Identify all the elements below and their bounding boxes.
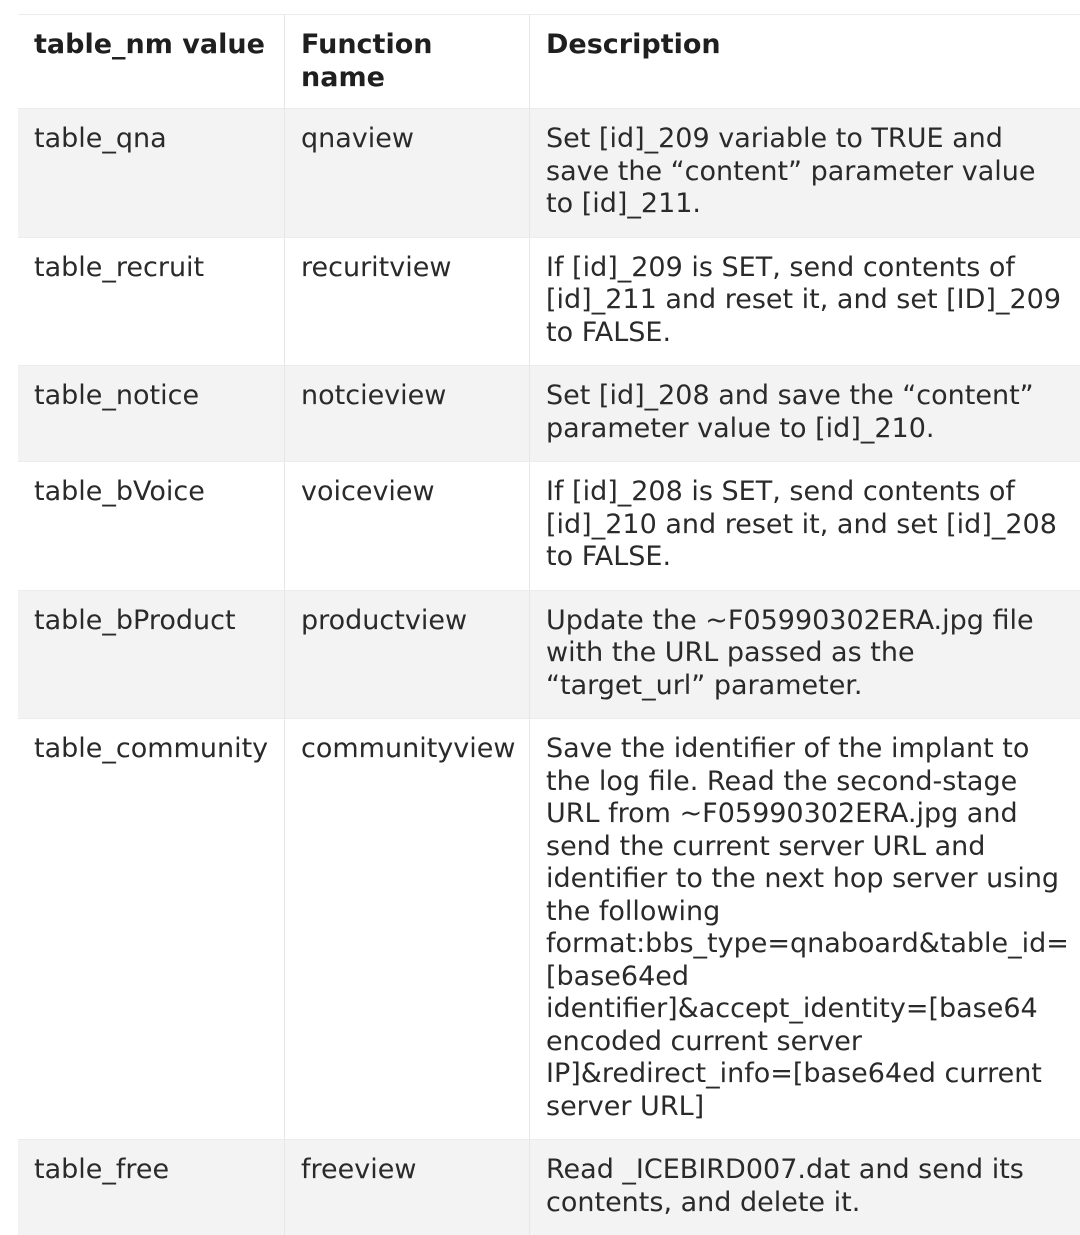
table-row xyxy=(18,108,1080,237)
cell-function-name: notcieview xyxy=(284,365,529,461)
cell-description: Set [id]_208 and save the “content” parameter value to [id]_210. xyxy=(529,365,1080,461)
header-table-nm-value: table_nm value xyxy=(18,14,284,108)
cell-table-nm: table_recruit xyxy=(18,237,284,366)
cell-function-name: qnaview xyxy=(284,108,529,237)
cell-description: Set [id]_209 variable to TRUE and save the “content” parameter value to [id]_211. xyxy=(529,108,1080,237)
cell-description: Update the ~F05990302ERA.jpg file with the URL passed as the “target_url” parameter. xyxy=(529,590,1080,719)
function-table xyxy=(18,14,1080,1235)
table-row xyxy=(18,1139,1080,1235)
cell-table-nm: table_bVoice xyxy=(18,461,284,590)
cell-table-nm: table_notice xyxy=(18,365,284,461)
cell-function-name: recuritview xyxy=(284,237,529,366)
cell-table-nm: table_free xyxy=(18,1139,284,1235)
table-row xyxy=(18,237,1080,366)
table-row xyxy=(18,365,1080,461)
cell-function-name: freeview xyxy=(284,1139,529,1235)
header-function-name: Function name xyxy=(284,14,529,108)
cell-table-nm: table_community xyxy=(18,718,284,1139)
cell-table-nm: table_bProduct xyxy=(18,590,284,719)
cell-description: Save the identifier of the implant to the log file. Read the second-stage URL from ~F05990302ERA.jpg and send the current server URL and identifier to the next hop server using the following format:bbs_type=qnaboard&table_id=[base64ed identifier]&accept_identity=[base64 encoded current server IP]&redirect_info=[base64ed current server URL] xyxy=(529,718,1080,1139)
cell-function-name: communityview xyxy=(284,718,529,1139)
table-header-row xyxy=(18,14,1080,108)
cell-description: If [id]_209 is SET, send contents of [id]_211 and reset it, and set [ID]_209 to FALSE. xyxy=(529,237,1080,366)
cell-function-name: voiceview xyxy=(284,461,529,590)
header-description: Description xyxy=(529,14,1080,108)
cell-table-nm: table_qna xyxy=(18,108,284,237)
cell-description: If [id]_208 is SET, send contents of [id]_210 and reset it, and set [id]_208 to FALSE. xyxy=(529,461,1080,590)
table-row xyxy=(18,718,1080,1139)
table-row xyxy=(18,590,1080,719)
cell-function-name: productview xyxy=(284,590,529,719)
function-table-container xyxy=(18,14,1080,1235)
cell-description: Read _ICEBIRD007.dat and send its contents, and delete it. xyxy=(529,1139,1080,1235)
table-row xyxy=(18,461,1080,590)
